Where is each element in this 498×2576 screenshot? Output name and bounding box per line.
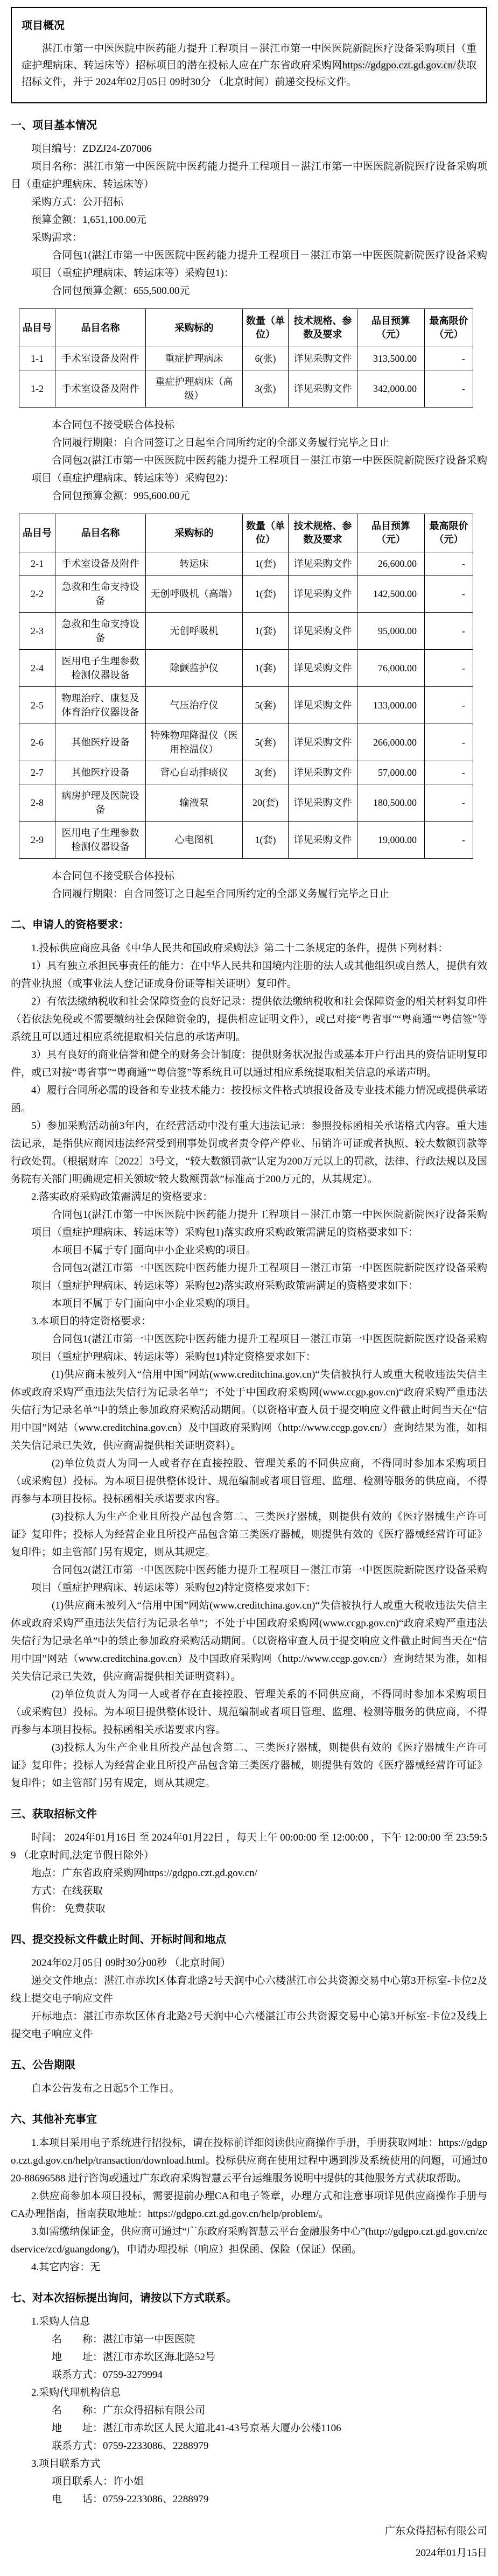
- paragraph: 1.投标供应商应具备《中华人民共和国政府采购法》第二十二条规定的条件，提供下列材料：: [31, 943, 448, 954]
- paragraph: 售价： 免费获取: [31, 1903, 106, 1914]
- table-row: [19, 724, 473, 761]
- table-cell: 1-1: [19, 347, 55, 370]
- paragraph: (3)投标人为生产企业且所投产品包含第二、三类医疗器械，则提供有效的《医疗器械生产许可证》复印件；投标人为经营企业且所投产品包含第三类医疗器械，则提供有效的《医疗器械经营许可证》复印件；如主管部门另有规定，则从其规定。: [11, 1742, 487, 1789]
- table-cell: 详见采购文件: [289, 761, 357, 784]
- package2-budget: 合同包预算金额：995,600.00元: [52, 490, 190, 502]
- table-cell: 医用电子生理参数检测仪器设备: [55, 822, 146, 859]
- table-cell: 详见采购文件: [289, 575, 357, 613]
- paragraph: 地 址：湛江市赤坎区海北路52号: [52, 2352, 216, 2363]
- table-cell: 手术室设备及附件: [55, 347, 146, 370]
- table-cell: -: [425, 650, 473, 687]
- table-cell: 1(套): [243, 822, 289, 859]
- section-heading-contacts: 七、对本次招标提出询问，请按以下方式联系。: [11, 2292, 237, 2304]
- paragraph: 合同包1(湛江市第一中医医院中医药能力提升工程项目－湛江市第一中医医院新院医疗设备采购项目（重症护理病床、转运床等）采购包1)特定资格要求如下：: [31, 1333, 487, 1363]
- paragraph: 3.本项目的特定资格要求：: [31, 1316, 152, 1327]
- package2-intro: 合同包2(湛江市第一中医医院中医药能力提升工程项目－湛江市第一中医医院新院医疗设备采购项目（重症护理病床、转运床等）采购包2)：: [31, 455, 487, 484]
- table-cell: 2-1: [19, 552, 55, 575]
- table-cell: 病房护理及医院设备: [55, 784, 146, 822]
- package2-notes: [11, 867, 487, 903]
- table-row: [19, 613, 473, 650]
- table-cell: -: [425, 347, 473, 370]
- paragraph: 递交文件地点：湛江市赤坎区体育北路2号天润中心六楼湛江市公共资源交易中心第3开标室-卡位2及线上提交电子响应文件: [11, 1975, 487, 2004]
- paragraph: 3.项目联系方式: [31, 2458, 101, 2469]
- items-table-package2: [19, 514, 473, 859]
- table-cell: -: [425, 552, 473, 575]
- obtain-documents-paragraphs: [11, 1829, 487, 1918]
- column-header-quantity: 数量（单位）: [243, 514, 289, 552]
- paragraph: 名 称：湛江市第一中医医院: [52, 2334, 195, 2345]
- paragraph: 3.如需缴纳保证金，供应商可通过“广东政府采购智慧云平台金融服务中心”(http://gdgpo.czt.gd.gov.cn/zcdservice/zcd/guangdong/)，申请办理投标（响应）担保函、保险（保证）保函。: [11, 2226, 487, 2255]
- table-cell: 详见采购文件: [289, 822, 357, 859]
- paragraph: 1）具有独立承担民事责任的能力：在中华人民共和国境内注册的法人或其他组织或自然人，提供有效的营业执照（或事业法人登记证或身份证等相关证明）复印件。: [11, 960, 487, 989]
- section-heading-supplementary: 六、其他补充事宜: [11, 2114, 97, 2125]
- table-cell: 1(套): [243, 552, 289, 575]
- paragraph: 2.采购代理机构信息: [31, 2387, 121, 2398]
- contacts-paragraphs: [11, 2313, 487, 2508]
- package1-budget: 合同包预算金额：655,500.00元: [52, 285, 190, 297]
- table-cell: -: [425, 370, 473, 408]
- table-cell: 3(张): [243, 370, 289, 408]
- table-header-row: [19, 514, 473, 552]
- column-header-subject: 采购标的: [146, 309, 243, 347]
- table-cell: 313,500.00: [357, 347, 425, 370]
- overview-title: 项目概况: [22, 20, 65, 32]
- paragraph: 预算金额：1,651,100.00元: [31, 214, 146, 226]
- table-cell: 1(套): [243, 575, 289, 613]
- table-cell: 重症护理病床（高级）: [146, 370, 243, 408]
- column-header-subject: 采购标的: [146, 514, 243, 552]
- table-row: [19, 822, 473, 859]
- table-cell: 详见采购文件: [289, 687, 357, 724]
- table-cell: 详见采购文件: [289, 784, 357, 822]
- signature-agency: 广东众得招标有限公司: [384, 2525, 487, 2537]
- column-header-item-no: 品目号: [19, 514, 55, 552]
- items-table-package1: [19, 308, 473, 408]
- table-cell: -: [425, 822, 473, 859]
- paragraph: 本合同包不接受联合体投标: [52, 419, 175, 431]
- table-cell: 气压治疗仪: [146, 687, 243, 724]
- paragraph: 联系方式：0759-3279994: [52, 2369, 163, 2381]
- table-cell: 无创呼吸机: [146, 613, 243, 650]
- table-cell: 输液泵: [146, 784, 243, 822]
- table-header-row: [19, 309, 473, 347]
- paragraph: 2024年02月05日 09时30分00秒 （北京时间）: [31, 1957, 231, 1969]
- table-cell: 2-9: [19, 822, 55, 859]
- table-cell: 详见采购文件: [289, 370, 357, 408]
- table-cell: 266,000.00: [357, 724, 425, 761]
- table-cell: 2-6: [19, 724, 55, 761]
- table-cell: 1-2: [19, 370, 55, 408]
- overview-text-before-url: 湛江市第一中医医院中医药能力提升工程项目－湛江市第一中医医院新院医疗设备采购项目（重症护理病床、转运床等）招标项目的潜在投标人应在广东省政府采购网: [22, 43, 476, 71]
- paragraph: 地点：广东省政府采购网https://gdgpo.czt.gd.gov.cn/: [31, 1868, 257, 1879]
- table-cell: 转运床: [146, 552, 243, 575]
- table-cell: 除颤监护仪: [146, 650, 243, 687]
- table-cell: 5(套): [243, 687, 289, 724]
- table-cell: 特殊物理降温仪（医用控温仪）: [146, 724, 243, 761]
- table-cell: 详见采购文件: [289, 724, 357, 761]
- table-row: [19, 575, 473, 613]
- paragraph: 项目编号：ZDZJ24-Z07006: [31, 143, 152, 155]
- column-header-price-limit: 最高限价（元）: [425, 309, 473, 347]
- table-row: [19, 650, 473, 687]
- column-header-quantity: 数量（单位）: [243, 309, 289, 347]
- table-cell: 95,000.00: [357, 613, 425, 650]
- overview-text-after-url: 获取招标文件，并于 2024年02月05日 09时30分 （北京时间）前递交投标文件。: [22, 60, 476, 88]
- table-cell: 5(套): [243, 724, 289, 761]
- table-cell: 2-4: [19, 650, 55, 687]
- package1-intro: 合同包1(湛江市第一中医医院中医药能力提升工程项目－湛江市第一中医医院新院医疗设备采购项目（重症护理病床、转运床等）采购包1)：: [31, 250, 487, 279]
- table-cell: 医用电子生理参数检测仪器设备: [55, 650, 146, 687]
- paragraph: 方式：在线获取: [31, 1885, 103, 1897]
- section-heading-basic-info: 一、项目基本情况: [11, 120, 97, 131]
- table-cell: 其他医疗设备: [55, 761, 146, 784]
- table-cell: 详见采购文件: [289, 650, 357, 687]
- table-cell: 1(套): [243, 613, 289, 650]
- column-header-item-name: 品目名称: [55, 514, 146, 552]
- paragraph: 5）参加采购活动前3年内，在经营活动中没有重大违法记录：参照投标函相关承诺格式内容。重大违法记录，是指供应商因违法经营受到刑事处罚或者责令停产停业、吊销许可证或者执照、较大数额罚款等行政处罚。（根据财库〔2022〕3号文，“较大数额罚款”认定为200万元以上的罚款，法律、行政法规以及国务院有关部门明确规定相关领域“较大数额罚款”标准高于200万元的，从其规定）。: [11, 1120, 487, 1185]
- paragraph: 采购方式：公开招标: [31, 196, 124, 208]
- table-cell: 1(套): [243, 650, 289, 687]
- table-cell: 342,000.00: [357, 370, 425, 408]
- table-row: [19, 761, 473, 784]
- table-cell: 2-8: [19, 784, 55, 822]
- paragraph: 2）有依法缴纳税收和社会保障资金的良好记录：提供依法缴纳税收和社会保障资金的相关材料复印件（若依法免税或不需要缴纳社会保障资金的，提供相应证明文件），或已对接“粤省事”“粤商通”“粤信签”等系统且可以通过相应系统提取相关信息的承诺声明。: [11, 996, 487, 1043]
- table-cell: -: [425, 575, 473, 613]
- table-cell: 重症护理病床: [146, 347, 243, 370]
- table-cell: 6(张): [243, 347, 289, 370]
- paragraph: 合同履行期限：自合同签订之日起至合同所约定的全部义务履行完毕之日止: [52, 888, 390, 900]
- table-cell: 详见采购文件: [289, 347, 357, 370]
- table-cell: 19,000.00: [357, 822, 425, 859]
- table-row: [19, 552, 473, 575]
- table-cell: 急救和生命支持设备: [55, 613, 146, 650]
- basic-info-paragraphs: [11, 140, 487, 247]
- paragraph: 合同履行期限：自合同签订之日起至合同所约定的全部义务履行完毕之日止: [52, 437, 390, 448]
- paragraph: 地 址：湛江市赤坎区人民大道北41-43号京基大厦办公楼1106: [52, 2423, 341, 2434]
- paragraph: 项目名称：湛江市第一中医医院中医药能力提升工程项目－湛江市第一中医医院新院医疗设备采购项目（重症护理病床、转运床等）: [11, 161, 487, 190]
- column-header-specs: 技术规格、参数及要求: [289, 309, 357, 347]
- table-row: [19, 347, 473, 370]
- paragraph: 2.供应商参加本项目投标，需要提前办理CA和电子签章，办理方式和注意事项详见供应商操作手册与CA办理指南，指南获取地址：https://gdgpo.czt.gd.gov.cn/help/problem/。: [11, 2191, 487, 2220]
- project-overview-box: [11, 7, 487, 103]
- table-cell: 26,600.00: [357, 552, 425, 575]
- section-heading-obtain-documents: 三、获取招标文件: [11, 1808, 97, 1820]
- table-row: [19, 370, 473, 408]
- paragraph: 本项目不属于专门面向中小企业采购的项目。: [52, 1245, 257, 1256]
- paragraph: 开标地点：湛江市赤坎区体育北路2号天润中心六楼湛江市公共资源交易中心第3开标室-卡位2及线上提交电子响应文件: [11, 2011, 487, 2040]
- paragraph: (2)单位负责人为同一人或者存在直接控股、管理关系的不同供应商，不得同时参加本采购项目（或采购包）投标。为本项目提供整体设计、规范编制或者项目管理、监理、检测等服务的供应商，不得再参与本项目投标。投标函相关承诺要求内容。: [11, 1689, 487, 1736]
- table-cell: 详见采购文件: [289, 613, 357, 650]
- paragraph: (3)投标人为生产企业且所投产品包含第二、三类医疗器械，则提供有效的《医疗器械生产许可证》复印件；投标人为经营企业且所投产品包含第三类医疗器械，则提供有效的《医疗器械经营许可证》复印件；如主管部门另有规定，则从其规定。: [11, 1511, 487, 1558]
- table-cell: 76,000.00: [357, 650, 425, 687]
- table-cell: 133,000.00: [357, 687, 425, 724]
- announcement-period-paragraphs: [11, 2080, 487, 2097]
- table-cell: -: [425, 724, 473, 761]
- paragraph: 1.采购人信息: [31, 2316, 90, 2327]
- paragraph: 合同包1(湛江市第一中医医院中医药能力提升工程项目－湛江市第一中医医院新院医疗设备采购项目（重症护理病床、转运床等）采购包1)落实政府采购政策需满足的资格要求如下：: [31, 1209, 487, 1238]
- table-cell: 手术室设备及附件: [55, 552, 146, 575]
- table-cell: 20(套): [243, 784, 289, 822]
- column-header-item-no: 品目号: [19, 309, 55, 347]
- table-cell: 2-2: [19, 575, 55, 613]
- paragraph: 联系方式：0759-2233086、2288979: [52, 2440, 209, 2452]
- paragraph: 合同包2(湛江市第一中医医院中医药能力提升工程项目－湛江市第一中医医院新院医疗设备采购项目（重症护理病床、转运床等）采购包2)落实政府采购政策需满足的资格要求如下：: [31, 1262, 487, 1291]
- table-cell: 背心自动排痰仪: [146, 761, 243, 784]
- section-heading-submission-deadline: 四、提交投标文件截止时间、开标时间和地点: [11, 1934, 226, 1946]
- column-header-specs: 技术规格、参数及要求: [289, 514, 357, 552]
- column-header-price-limit: 最高限价（元）: [425, 514, 473, 552]
- table-cell: 180,500.00: [357, 784, 425, 822]
- table-row: [19, 784, 473, 822]
- table-cell: 手术室设备及附件: [55, 370, 146, 408]
- paragraph: (2)单位负责人为同一人或者存在直接控股、管理关系的不同供应商，不得同时参加本采购项目（或采购包）投标。为本项目提供整体设计、规范编制或者项目管理、监理、检测等服务的供应商，不得再参与本项目投标。投标函相关承诺要求内容。: [11, 1458, 487, 1505]
- paragraph: 项目联系人：许小姐: [52, 2476, 144, 2487]
- paragraph: 本项目不属于专门面向中小企业采购的项目。: [52, 1298, 257, 1309]
- section-heading-announcement-period: 五、公告期限: [11, 2059, 75, 2071]
- table-cell: 3(套): [243, 761, 289, 784]
- table-cell: 2-7: [19, 761, 55, 784]
- table-row: [19, 687, 473, 724]
- section-heading-qualification: 二、申请人的资格要求：: [11, 919, 129, 931]
- paragraph: 电 话：0759-2233086、2288979: [52, 2494, 209, 2505]
- package1-notes: [11, 416, 487, 452]
- paragraph: (1)供应商未被列入“信用中国”网站(www.creditchina.gov.cn)“失信被执行人或重大税收违法失信主体或政府采购严重违法失信行为记录名单”；不处于中国政府采购网(www.ccgp.gov.cn)“政府采购严重违法失信行为记录名单”中的禁止参加政府采购活动期间。（以资格审查人员于提交响应文件截止时间当天在“信用中国”网站（www.creditchina.gov.cn）及中国政府采购网（http://www.ccgp.gov.cn/）查询结果为准，如相关失信记录已失效，供应商需提供相关证明资料）。: [11, 1600, 487, 1682]
- table-cell: -: [425, 761, 473, 784]
- qualification-paragraphs: [11, 939, 487, 1792]
- table-cell: 其他医疗设备: [55, 724, 146, 761]
- paragraph: 名 称：广东众得招标有限公司: [52, 2405, 206, 2416]
- paragraph: 2.落实政府采购政策需满足的资格要求：: [31, 1191, 213, 1203]
- table-cell: 142,500.00: [357, 575, 425, 613]
- submission-deadline-paragraphs: [11, 1954, 487, 2043]
- paragraph: 1.本项目采用电子系统进行招投标，请在投标前详细阅读供应商操作手册，手册获取网址：https://gdgpo.czt.gd.gov.cn/help/transaction/download.html。投标供应商在使用过程中遇到涉及系统使用的问题，可通过020-88696588 进行咨询或通过广东政府采购智慧云平台运维服务说明中提供的其他服务方式获取帮助。: [11, 2137, 487, 2184]
- column-header-budget: 品目预算（元）: [357, 309, 425, 347]
- paragraph: 本合同包不接受联合体投标: [52, 871, 175, 882]
- table-cell: 物理治疗、康复及体育治疗仪器设备: [55, 687, 146, 724]
- table-cell: -: [425, 613, 473, 650]
- table-cell: 2-3: [19, 613, 55, 650]
- overview-paragraph: [22, 40, 476, 90]
- column-header-budget: 品目预算（元）: [357, 514, 425, 552]
- table-cell: 急救和生命支持设备: [55, 575, 146, 613]
- signature-date: 2024年01月15日: [415, 2547, 487, 2559]
- paragraph: 采购需求：: [31, 232, 83, 243]
- table-cell: -: [425, 687, 473, 724]
- table-cell: 2-5: [19, 687, 55, 724]
- paragraph: 自本公告发布之日起5个工作日。: [31, 2083, 180, 2094]
- paragraph: 3）具有良好的商业信誉和健全的财务会计制度：提供财务状况报告或基本开户行出具的资信证明复印件，或已对接“粤省事”“粤商通”“粤信签”等系统且可以通过相应系统提取相关信息的承诺声明。: [11, 1049, 487, 1078]
- paragraph: (1)供应商未被列入“信用中国”网站(www.creditchina.gov.cn)“失信被执行人或重大税收违法失信主体或政府采购严重违法失信行为记录名单”；不处于中国政府采购网(www.ccgp.gov.cn)“政府采购严重违法失信行为记录名单”中的禁止参加政府采购活动期间。（以资格审查人员于提交响应文件截止时间当天在“信用中国”网站（www.creditchina.gov.cn）及中国政府采购网（http://www.ccgp.gov.cn/）查询结果为准，如相关失信记录已失效，供应商需提供相关证明资料）。: [11, 1369, 487, 1451]
- table-cell: 心电图机: [146, 822, 243, 859]
- paragraph: 合同包2(湛江市第一中医医院中医药能力提升工程项目－湛江市第一中医医院新院医疗设备采购项目（重症护理病床、转运床等）采购包2)特定资格要求如下：: [31, 1564, 487, 1594]
- table-cell: -: [425, 784, 473, 822]
- table-cell: 无创呼吸机（高端）: [146, 575, 243, 613]
- paragraph: 4）履行合同所必需的设备和专业技术能力：按投标文件格式填报设备及专业技术能力情况或提供承诺函。: [11, 1085, 487, 1114]
- paragraph: 时间： 2024年01月16日 至 2024年01月22日 ，每天上午 00:00:00 至 12:00:00 ，下午 12:00:00 至 23:59:59 （北京时间,法定节假日除外）: [11, 1832, 487, 1861]
- supplementary-paragraphs: [11, 2134, 487, 2276]
- table-cell: 详见采购文件: [289, 552, 357, 575]
- column-header-item-name: 品目名称: [55, 309, 146, 347]
- paragraph: 4.其它内容：无: [31, 2262, 101, 2273]
- table-cell: 57,000.00: [357, 761, 425, 784]
- procurement-site-url[interactable]: https://gdgpo.czt.gd.gov.cn/: [342, 60, 456, 71]
